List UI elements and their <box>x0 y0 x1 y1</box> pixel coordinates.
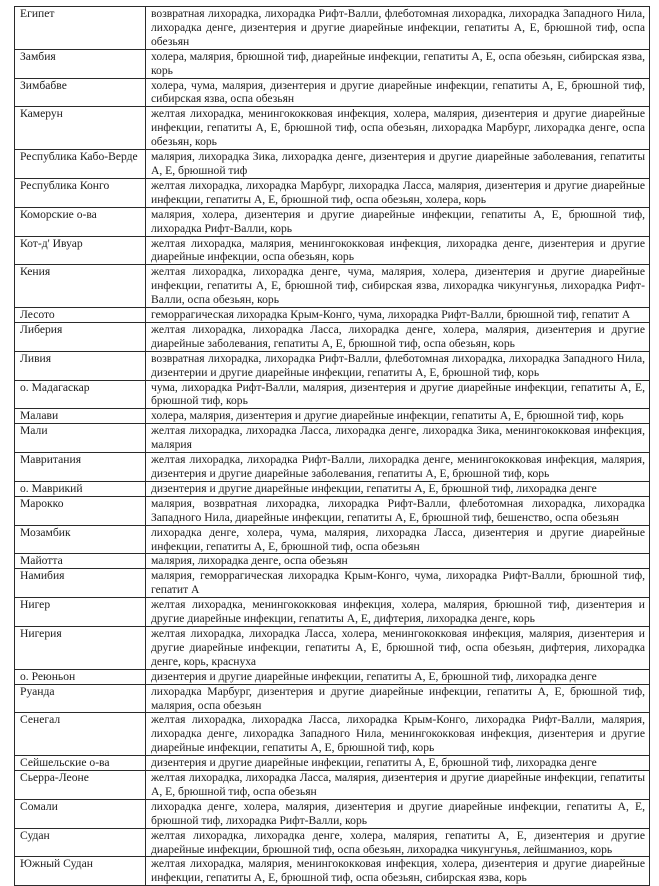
diseases-cell: малярия, лихорадка Зика, лихорадка денге, дизентерия и другие диарейные заболевания, гепатиты А, Е, брюшной тиф <box>146 150 650 179</box>
country-cell: Республика Кабо-Верде <box>15 150 146 179</box>
country-cell: о. Маврикий <box>15 481 146 496</box>
country-cell: Коморские о-ва <box>15 207 146 236</box>
table-row <box>15 857 650 886</box>
table-row <box>15 756 650 771</box>
table-row <box>15 799 650 828</box>
diseases-cell: желтая лихорадка, менингококковая инфекция, холера, малярия, дизентерия и другие диарейные инфекции, гепатиты А, Е, брюшной тиф, оспа обезьян, лихорадка Марбург, лихорадка денге, оспа обезьян, корь <box>146 107 650 150</box>
table-row <box>15 265 650 308</box>
country-cell: Либерия <box>15 322 146 351</box>
table-row <box>15 424 650 453</box>
table-row <box>15 7 650 50</box>
country-cell: Малави <box>15 409 146 424</box>
country-cell: Мавритания <box>15 453 146 482</box>
table-row <box>15 598 650 627</box>
table-row <box>15 669 650 684</box>
country-cell: Судан <box>15 828 146 857</box>
table-row <box>15 308 650 323</box>
country-cell: Ливия <box>15 351 146 380</box>
diseases-cell: желтая лихорадка, лихорадка денге, холера, малярия, гепатиты А, Е, дизентерия и другие диарейные инфекции, брюшной тиф, оспа обезьян, лихорадка чикунгунья, лейшманиоз, корь <box>146 828 650 857</box>
country-diseases-table <box>14 6 650 886</box>
diseases-cell: возвратная лихорадка, лихорадка Рифт-Валли, флеботомная лихорадка, лихорадка Западного Нила, лихорадка денге, дизентерия и другие диарейные инфекции, гепатиты А, Е, брюшной тиф, оспа обезьян <box>146 7 650 50</box>
table-row <box>15 409 650 424</box>
diseases-cell: желтая лихорадка, лихорадка денге, чума, малярия, холера, дизентерия и другие диарейные инфекции, гепатиты А, Е, брюшной тиф, сибирская язва, лихорадка чикунгунья, лихорадка Рифт-Валли, оспа обезьян, корь <box>146 265 650 308</box>
diseases-cell: холера, малярия, дизентерия и другие диарейные инфекции, гепатиты А, Е, брюшной тиф, корь <box>146 409 650 424</box>
country-cell: Сомали <box>15 799 146 828</box>
table-row <box>15 569 650 598</box>
diseases-cell: возвратная лихорадка, лихорадка Рифт-Валли, флеботомная лихорадка, лихорадка Западного Нила, дизентерии и другие диарейные инфекции, гепатиты А, Е, брюшной тиф, корь <box>146 351 650 380</box>
diseases-cell: желтая лихорадка, лихорадка Ласса, лихорадка денге, лихорадка Зика, менингококковая инфекция, малярия <box>146 424 650 453</box>
diseases-cell: малярия, геморрагическая лихорадка Крым-Конго, чума, лихорадка Рифт-Валли, брюшной тиф, гепатит А <box>146 569 650 598</box>
country-cell: Мали <box>15 424 146 453</box>
diseases-cell: желтая лихорадка, лихорадка Марбург, лихорадка Ласса, малярия, дизентерия и другие диарейные инфекции, гепатиты А, Е, брюшной тиф, оспа обезьян, холера, корь <box>146 178 650 207</box>
diseases-cell: дизентерия и другие диарейные инфекции, гепатиты А, Е, брюшной тиф, лихорадка денге <box>146 756 650 771</box>
table-row <box>15 351 650 380</box>
table-row <box>15 525 650 554</box>
country-cell: Республика Конго <box>15 178 146 207</box>
table-row <box>15 207 650 236</box>
diseases-cell: лихорадка денге, холера, чума, малярия, лихорадка Ласса, дизентерия и другие диарейные инфекции, гепатиты А, Е, брюшной тиф, оспа обезьян <box>146 525 650 554</box>
diseases-cell: чума, лихорадка Рифт-Валли, малярия, дизентерия и другие диарейные инфекции, гепатиты А, Е, брюшной тиф, корь <box>146 380 650 409</box>
table-row <box>15 380 650 409</box>
diseases-cell: желтая лихорадка, лихорадка Ласса, лихорадка Крым-Конго, лихорадка Рифт-Валли, малярия, лихорадка денге, лихорадка Западного Нила, менингококковая инфекция, дизентерия и другие диарейные инфекции, гепатиты А, Е, брюшной тиф, корь <box>146 713 650 756</box>
diseases-cell: желтая лихорадка, лихорадка Рифт-Валли, лихорадка денге, менингококковая инфекция, малярия, дизентерия и другие диарейные заболевания, гепатиты А, Е, брюшной тиф, корь <box>146 453 650 482</box>
country-cell: Марокко <box>15 496 146 525</box>
country-cell: о. Мадагаскар <box>15 380 146 409</box>
diseases-cell: холера, чума, малярия, дизентерия и другие диарейные инфекции, гепатиты А, Е, брюшной тиф, сибирская язва, оспа обезьян <box>146 78 650 107</box>
country-cell: Сейшельские о-ва <box>15 756 146 771</box>
diseases-cell: лихорадка Марбург, дизентерия и другие диарейные инфекции, гепатиты А, Е, брюшной тиф, малярия, оспа обезьян <box>146 684 650 713</box>
table-row <box>15 828 650 857</box>
table-row <box>15 322 650 351</box>
table-row <box>15 49 650 78</box>
country-cell: Южный Судан <box>15 857 146 886</box>
table-row <box>15 554 650 569</box>
table-row <box>15 496 650 525</box>
country-cell: Египет <box>15 7 146 50</box>
diseases-cell: малярия, возвратная лихорадка, лихорадка Рифт-Валли, флеботомная лихорадка, лихорадка Западного Нила, диарейные инфекции, гепатиты А, Е, брюшной тиф, бешенство, оспа обезьян <box>146 496 650 525</box>
country-cell: Замбия <box>15 49 146 78</box>
diseases-cell: дизентерия и другие диарейные инфекции, гепатиты А, Е, брюшной тиф, лихорадка денге <box>146 481 650 496</box>
diseases-cell: желтая лихорадка, малярия, менингококковая инфекция, лихорадка денге, дизентерия и другие диарейные инфекции, оспа обезьян, корь <box>146 236 650 265</box>
country-cell: Сьерра-Леоне <box>15 771 146 800</box>
diseases-cell: дизентерия и другие диарейные инфекции, гепатиты А, Е, брюшной тиф, лихорадка денге <box>146 669 650 684</box>
table-row <box>15 150 650 179</box>
country-cell: Мозамбик <box>15 525 146 554</box>
table-row <box>15 453 650 482</box>
table-row <box>15 178 650 207</box>
diseases-cell: желтая лихорадка, менингококковая инфекция, холера, малярия, брюшной тиф, дизентерия и другие диарейные инфекции, гепатиты А, Е, дифтерия, лихорадка денге, корь <box>146 598 650 627</box>
diseases-cell: лихорадка денге, холера, малярия, дизентерия и другие диарейные инфекции, гепатиты А, Е, брюшной тиф, лихорадка Рифт-Валли, корь <box>146 799 650 828</box>
table-row <box>15 78 650 107</box>
country-cell: Нигер <box>15 598 146 627</box>
diseases-cell: желтая лихорадка, лихорадка Ласса, малярия, дизентерия и другие диарейные инфекции, гепатиты А, Е, брюшной тиф, оспа обезьян <box>146 771 650 800</box>
diseases-cell: холера, малярия, брюшной тиф, диарейные инфекции, гепатиты А, Е, оспа обезьян, сибирская язва, корь <box>146 49 650 78</box>
country-cell: Кения <box>15 265 146 308</box>
table-body <box>15 7 650 886</box>
country-cell: Лесото <box>15 308 146 323</box>
table-row <box>15 626 650 669</box>
diseases-cell: желтая лихорадка, лихорадка Ласса, лихорадка денге, холера, малярия, дизентерия и другие диарейные заболевания, гепатиты А, Е, брюшной тиф, оспа обезьян, корь <box>146 322 650 351</box>
diseases-cell: малярия, лихорадка денге, оспа обезьян <box>146 554 650 569</box>
country-cell: Нигерия <box>15 626 146 669</box>
country-cell: о. Реюньон <box>15 669 146 684</box>
table-row <box>15 236 650 265</box>
table-row <box>15 684 650 713</box>
country-cell: Камерун <box>15 107 146 150</box>
table-row <box>15 713 650 756</box>
table-row <box>15 481 650 496</box>
country-cell: Намибия <box>15 569 146 598</box>
country-cell: Сенегал <box>15 713 146 756</box>
diseases-cell: желтая лихорадка, малярия, менингококковая инфекция, холера, дизентерия и другие диарейные инфекции, гепатиты А, Е, брюшной тиф, оспа обезьян, сибирская язва, корь <box>146 857 650 886</box>
country-cell: Зимбабве <box>15 78 146 107</box>
table-row <box>15 107 650 150</box>
country-cell: Кот-д' Ивуар <box>15 236 146 265</box>
country-cell: Майотта <box>15 554 146 569</box>
table-row <box>15 771 650 800</box>
diseases-cell: малярия, холера, дизентерия и другие диарейные инфекции, гепатиты А, Е, брюшной тиф, лихорадка Рифт-Валли, корь <box>146 207 650 236</box>
diseases-cell: геморрагическая лихорадка Крым-Конго, чума, лихорадка Рифт-Валли, брюшной тиф, гепатит А <box>146 308 650 323</box>
country-cell: Руанда <box>15 684 146 713</box>
diseases-cell: желтая лихорадка, лихорадка Ласса, холера, менингококковая инфекция, малярия, дизентерия и другие диарейные инфекции, гепатиты А, Е, брюшной тиф, оспа обезьян, дифтерия, лихорадка денге, корь, краснуха <box>146 626 650 669</box>
